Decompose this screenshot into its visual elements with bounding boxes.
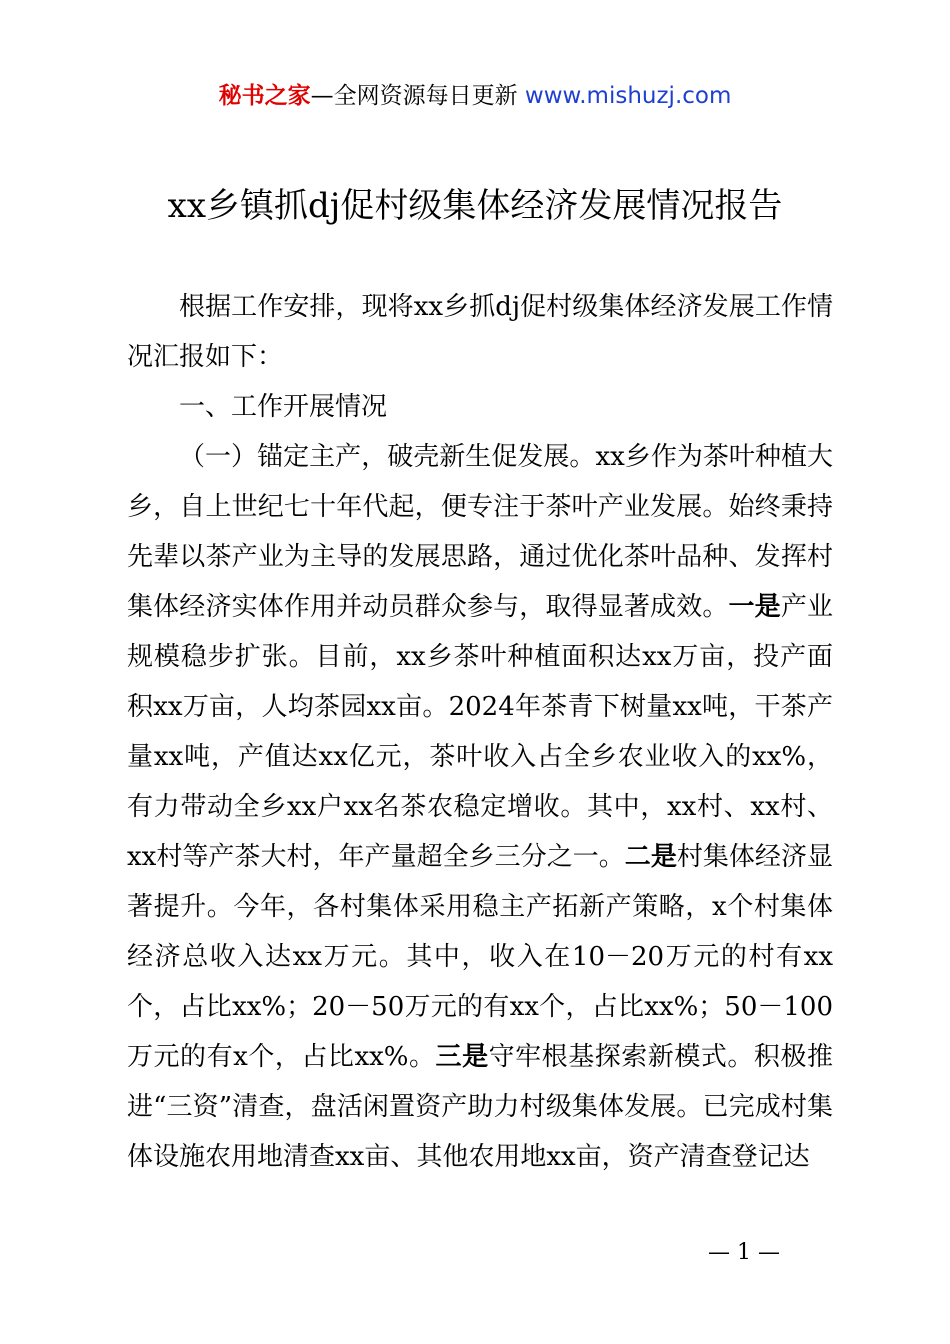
intro-paragraph: 根据工作安排，现将xx乡抓dj促村级集体经济发展工作情况汇报如下： — [127, 292, 833, 372]
document-title: xx乡镇抓dj促村级集体经济发展情况报告 — [167, 186, 783, 226]
site-url-link[interactable]: www.mishuzj.com — [524, 83, 732, 109]
paragraph-lead: （一）锚定主产，破壳新生促发展。xx乡作为茶叶种植大乡，自上世纪七十年代起，便专注于茶叶产业发展。始终秉持先辈以茶产业为主导的发展思路，通过优化茶叶品种、发挥村集体经济实体作用并动员群众参与，取得显著成效。 — [127, 442, 833, 622]
point-marker-2: 二是 — [624, 842, 677, 872]
section-heading: 一、工作开展情况 — [179, 392, 388, 422]
site-slogan: —全网资源每日更新 — [310, 83, 525, 109]
point-text-1: 产业规模稳步扩张。目前，xx乡茶叶种植面积达xx万亩，投产面积xx万亩，人均茶园xx亩。2024年茶青下树量xx吨，干茶产量xx吨，产值达xx亿元，茶叶收入占全乡农业收入的xx%，有力带动全乡xx户xx名茶农稳定增收。其中，xx村、xx村、xx村等产茶大村，年产量超全乡三分之一。 — [127, 592, 833, 872]
page-number: — 1 — — [708, 1240, 780, 1265]
body-paragraph — [127, 432, 833, 1182]
point-text-3: 守牢根基探索新模式。积极推进“三资”清查，盘活闲置资产助力村级集体发展。已完成村集体设施农用地清查xx亩、其他农用地xx亩，资产清查登记达 — [127, 1042, 833, 1172]
document-body — [127, 282, 833, 1182]
point-marker-1: 一是 — [728, 592, 781, 622]
header-banner — [0, 80, 950, 112]
point-text-2: 村集体经济显著提升。今年，各村集体采用稳主产拓新产策略，x个村集体经济总收入达xx万元。其中，收入在10－20万元的村有xx个，占比xx%；20－50万元的有xx个，占比xx%；50－100万元的有x个，占比xx%。 — [127, 842, 833, 1072]
point-marker-3: 三是 — [435, 1042, 489, 1072]
site-brand: 秘书之家 — [218, 83, 311, 109]
